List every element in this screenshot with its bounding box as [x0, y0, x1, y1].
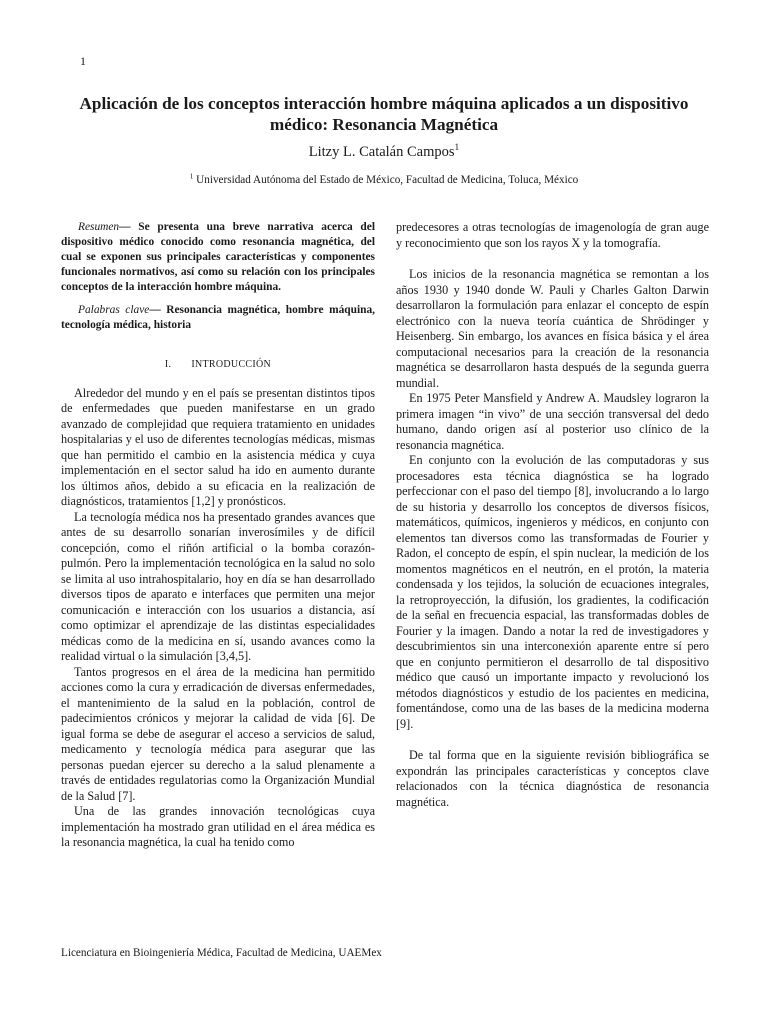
- affiliation-superscript: 1: [189, 172, 194, 181]
- right-paragraph-3: En 1975 Peter Mansfield y Andrew A. Maudsley lograron la primera imagen “in vivo” de una sección transversal del dedo humano, dando origen así al posterior uso clínico de la resonancia magnética.: [396, 391, 709, 452]
- keywords: [61, 303, 375, 333]
- right-column: [396, 220, 709, 810]
- right-paragraph-2: Los inicios de la resonancia magnética se remontan a los años 1930 y 1940 donde W. Pauli y Charles Galton Darwin desarrollaron la formulación para enlazar el concepto de espín electrónico con la nueva teoría cuántica de Shrödinger y Heisenberg. Sin embargo, los avances en física básica y el área computacional necesarios para la creación de la resonancia magnética se desarrollaron hasta después de la segunda guerra mundial.: [396, 267, 709, 390]
- affiliation-text: Universidad Autónoma del Estado de México, Facultad de Medicina, Toluca, México: [196, 174, 579, 186]
- section-number: I.: [164, 359, 172, 370]
- right-paragraph-4: En conjunto con la evolución de las computadoras y sus procesadores esta técnica diagnóstica se ha logrado perfeccionar con el paso del tiempo [8], involucrando a lo largo de su historia y desarrollo los conceptos de diversos físicos, matemáticos, químicos, ingenieros y médicos, en conjunto con elementos tan diversos como las transformadas de Fourier y Radon, el concepto de espín, el spin nuclear, la medición de los momentos magnéticos en el neutrón, en el protón, la materia condensada y los tejidos, la solución de ecuaciones integrales, la retroproyección, la difusión, los gradientes, la codificación de la señal en frecuencia espacial, las transformadas dobles de Fourier y la imagen. Dando a notar la red de investigadores y descubrimientos sin una interconexión aparente entre sí pero que en conjunto permitieron el desarrollo de tal dispositivo médico que causó un importante impacto y revolucionó los métodos diagnósticos y estudio de los pacientes en medicina, fomentándose, como una de las bases de la medicina moderna [9].: [396, 453, 709, 731]
- abstract-label: Resumen: [78, 221, 120, 233]
- author-superscript: 1: [454, 143, 460, 154]
- intro-paragraph-3: Tantos progresos en el área de la medicina han permitido acciones como la cura y erradicación de diversas enfermedades, el mantenimiento de la salud en la población, control de padecimientos crónicos y mejorar la calidad de vida [6]. De igual forma se debe de asegurar el acceso a servicios de salud, medicamento y tecnología médica para asegurar que las personas puedan ejercer su derecho a la salud plenamente a través de entidades regulatorias como la Organización Mundial de la Salud [7].: [61, 664, 375, 803]
- author-name: Litzy L. Catalán Campos: [308, 144, 455, 160]
- abstract-text: — Se presenta una breve narrativa acerca del dispositivo médico conocido como resonancia magnética, del cual se exponen sus principales características y componentes funcionales normativos, así como su relación con los principales conceptos de la interacción hombre máquina.: [61, 221, 375, 293]
- page-number: 1: [80, 54, 86, 68]
- paper-title: Aplicación de los conceptos interacción hombre máquina aplicados a un dispositivo médico: Resonancia Magnética: [79, 94, 689, 134]
- intro-paragraph-2: La tecnología médica nos ha presentado grandes avances que antes de su desarrollo sonarían inverosímiles y de difícil concepción, como el riñón artificial o la bomba corazón-pulmón. Pero la implementación tecnológica en la salud no solo se limita al uso intrahospitalario, hoy en día se han desarrollado diversos tipos de aparato e interfaces que permiten una mejor comunicación e interacción con los usuarios a distancia, así como optimizar el aprendizaje de las distintas especialidades médicas como de la medicina en sí, usando avances como la realidad virtual o la simulación [3,4,5].: [61, 509, 375, 663]
- affiliation-line: [0, 174, 768, 186]
- section-heading: [61, 357, 375, 373]
- intro-paragraph-1: Alrededor del mundo y en el país se presentan distintos tipos de enfermedades que pueden manifestarse en un grado avanzado de complejidad que requiera tratamiento en unidades hospitalarias y el uso de diferentes tecnologías médicas, mismas que han permitido el cambio en la asistencia médica y cuya implementación en el sector salud ha ido en aumento durante los últimos años, debido a su eficacia en la realización de diagnósticos, tratamientos [1,2] y pronósticos.: [61, 385, 375, 508]
- abstract: [61, 220, 375, 295]
- keywords-label: Palabras clave: [78, 304, 150, 316]
- right-paragraph-1: predecesores a otras tecnologías de imagenología de gran auge y reconocimiento que son los rayos X y la tomografía.: [396, 220, 709, 250]
- page-footer: Licenciatura en Bioingeniería Médica, Facultad de Medicina, UAEMex: [61, 947, 382, 959]
- intro-paragraph-4: Una de las grandes innovación tecnológicas cuya implementación ha mostrado gran utilidad en el área médica es la resonancia magnética, la cual ha tenido como: [61, 804, 375, 849]
- section-title: INTRODUCCIÓN: [191, 359, 272, 370]
- keywords-text: — Resonancia magnética, hombre máquina, tecnología médica, historia: [61, 304, 375, 331]
- right-paragraph-5: De tal forma que en la siguiente revisión bibliográfica se expondrán las principales características y conceptos clave relacionados con la técnica diagnóstica de resonancia magnética.: [396, 748, 709, 809]
- left-column: [61, 220, 375, 851]
- author-line: [0, 144, 768, 161]
